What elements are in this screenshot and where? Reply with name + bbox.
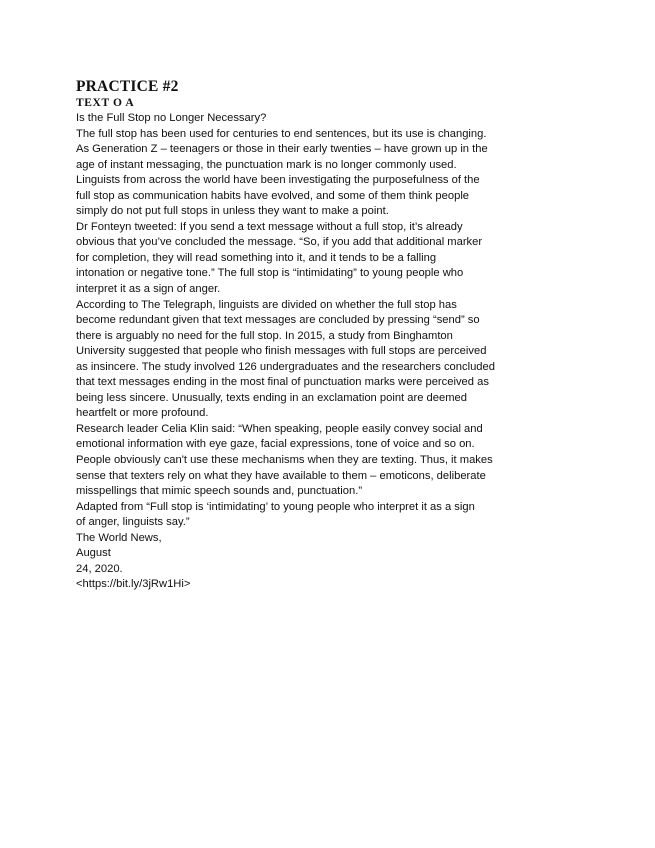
text-line: The full stop has been used for centuries to end sentences, but its use is changing. — [76, 127, 487, 140]
source-citation: of anger, linguists say.” — [76, 516, 190, 529]
text-label: TEXT O A — [76, 97, 135, 109]
text-line: intonation or negative tone.” The full stop is “intimidating” to young people who — [76, 267, 464, 280]
text-line: University suggested that people who finish messages with full stops are perceived — [76, 345, 487, 358]
text-line: misspellings that mimic speech sounds and, punctuation.” — [76, 485, 363, 498]
text-line: obvious that you’ve concluded the message. “So, if you add that additional marker — [76, 236, 483, 249]
document-page — [76, 78, 526, 593]
article-body — [76, 111, 526, 593]
text-line: sense that texters rely on what they have available to them – emoticons, deliberate — [76, 469, 486, 482]
text-line: that text messages ending in the most final of punctuation marks were perceived as — [76, 376, 489, 389]
text-line: being less sincere. Unusually, texts ending in an exclamation point are deemed — [76, 391, 467, 404]
text-line: full stop as communication habits have evolved, and some of them think people — [76, 189, 470, 202]
text-line: simply do not put full stops in unless they want to make a point. — [76, 205, 389, 218]
text-line: as insincere. The study involved 126 undergraduates and the researchers concluded — [76, 360, 495, 373]
text-line: age of instant messaging, the punctuation mark is no longer commonly used. — [76, 158, 457, 171]
text-line: there is arguably no need for the full stop. In 2015, a study from Binghamton — [76, 329, 453, 342]
text-line: interpret it as a sign of anger. — [76, 283, 221, 296]
source-publication: The World News, — [76, 531, 162, 544]
text-line: As Generation Z – teenagers or those in their early twenties – have grown up in the — [76, 143, 488, 156]
text-line: People obviously can't use these mechanisms when they are texting. Thus, it makes — [76, 454, 493, 467]
text-line: According to The Telegraph, linguists are divided on whether the full stop has — [76, 298, 457, 311]
text-line: Dr Fonteyn tweeted: If you send a text message without a full stop, it’s already — [76, 220, 463, 233]
source-date: 24, 2020. — [76, 562, 123, 575]
source-month: August — [76, 547, 111, 560]
text-line: become redundant given that text messages are concluded by pressing “send” so — [76, 314, 480, 327]
source-citation: Adapted from “Full stop is ‘intimidating’ to young people who interpret it as a sign — [76, 500, 475, 513]
text-line: Research leader Celia Klin said: “When speaking, people easily convey social and — [76, 422, 483, 435]
article-title: Is the Full Stop no Longer Necessary? — [76, 112, 267, 124]
text-line: heartfelt or more profound. — [76, 407, 209, 420]
text-line: emotional information with eye gaze, facial expressions, tone of voice and so on. — [76, 438, 475, 451]
practice-heading: PRACTICE #2 — [76, 78, 179, 95]
source-link[interactable]: <https://bit.ly/3jRw1Hi> — [76, 578, 191, 591]
text-line: Linguists from across the world have been investigating the purposefulness of the — [76, 174, 480, 187]
text-line: for completion, they will read something into it, and it tends to be a falling — [76, 251, 437, 264]
